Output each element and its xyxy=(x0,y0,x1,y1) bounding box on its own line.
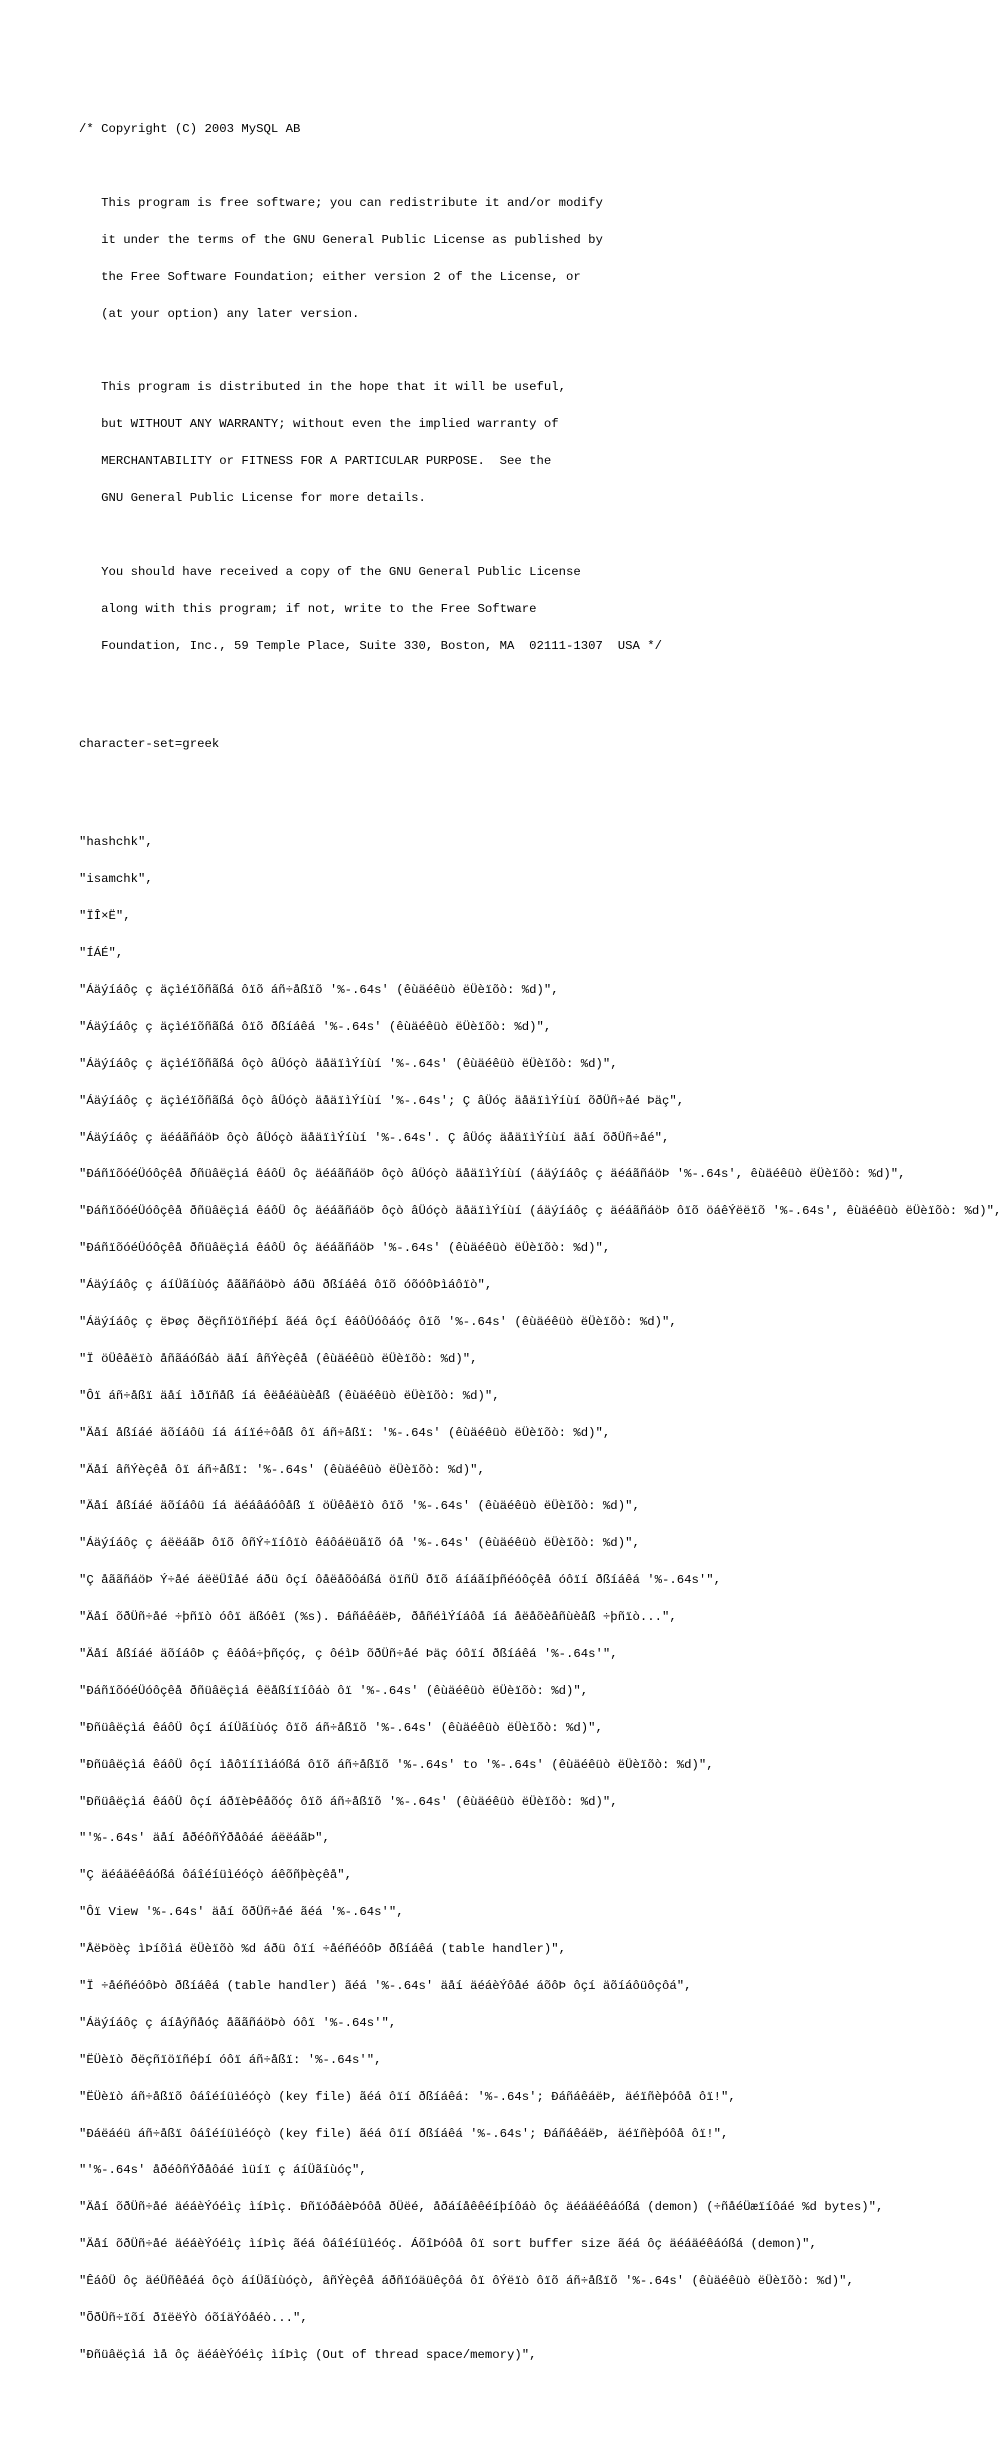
comment-line: Foundation, Inc., 59 Temple Place, Suite 330, Boston, MA 02111-1307 USA */ xyxy=(79,638,662,653)
comment-line: This program is distributed in the hope that it will be useful, xyxy=(79,380,567,395)
charset-line: character-set=greek xyxy=(79,737,220,752)
message-line: "ÐáñïõóéÜóôçêå ðñüâëçìá êáôÜ ôç äéáãñáöÞ ôçò âÜóçò äåäïìÝíùí (áäýíáôç ç äéáãñáöÞ '%-.64s', êùäéêüò ëÜèïõò: %d)", xyxy=(79,1167,906,1182)
message-line: "Áäýíáôç ç äéáãñáöÞ ôçò âÜóçò äåäïìÝíùí '%-.64s'. Ç âÜóç äåäïìÝíùí äåí õðÜñ÷åé", xyxy=(79,1130,670,1145)
message-line: "Äåí âñÝèçêå ôï áñ÷åßï: '%-.64s' (êùäéêüò ëÜèïõò: %d)", xyxy=(79,1462,485,1477)
blank-line xyxy=(79,701,1001,713)
message-list xyxy=(79,812,1001,2423)
message-line: "Äåí õðÜñ÷åé ÷þñïò óôï äßóêï (%s). ÐáñáêáëÞ, ðåñéìÝíáôå íá åëåõèåñùèåß ÷þñïò...", xyxy=(79,1610,677,1625)
message-line: "Ðñüâëçìá êáôÜ ôçí áíÜãíùóç ôïõ áñ÷åßïõ '%-.64s' (êùäéêüò ëÜèïõò: %d)", xyxy=(79,1720,603,1735)
message-line: "ÍÁÉ", xyxy=(79,946,124,961)
message-line: "Áäýíáôç ç áíÜãíùóç åããñáöÞò áðü ðßíáêá ôïõ óõóôÞìáôïò", xyxy=(79,1278,493,1293)
source-text xyxy=(79,74,1001,2447)
message-line: "Äåí õðÜñ÷åé äéáèÝóéìç ìíÞìç ãéá ôáîéíüìéóç. ÁõîÞóôå ôï sort buffer size ãéá ôç äéáäéêáóßá (demon)", xyxy=(79,2237,817,2252)
message-line: "ÊáôÜ ôç äéÜñêåéá ôçò áíÜãíùóçò, âñÝèçêå áðñïóäüêçôá ôï ôÝëïò ôïõ áñ÷åßïõ '%-.64s' (êùäéêüò ëÜèïõò: %d)", xyxy=(79,2274,854,2289)
comment-line: You should have received a copy of the GNU General Public License xyxy=(79,564,581,579)
message-line: "Ðñüâëçìá ìå ôç äéáèÝóéìç ìíÞìç (Out of thread space/memory)", xyxy=(79,2347,537,2362)
message-line: "'%-.64s' äåí åðéôñÝðåôáé áëëáãÞ", xyxy=(79,1831,330,1846)
message-line: "ÕðÜñ÷ïõí ðïëëÝò óõíäÝóåéò...", xyxy=(79,2311,308,2326)
comment-line: but WITHOUT ANY WARRANTY; without even the implied warranty of xyxy=(79,417,559,432)
message-line: "Áäýíáôç ç äçìéïõñãßá ôçò âÜóçò äåäïìÝíùí '%-.64s'; Ç âÜóç äåäïìÝíùí õðÜñ÷åé Þäç", xyxy=(79,1093,685,1108)
comment-line: it under the terms of the GNU General Public License as published by xyxy=(79,232,603,247)
message-line: "ËÜèïò áñ÷åßïõ ôáîéíüìéóçò (key file) ãéá ôïí ðßíáêá: '%-.64s'; ÐáñáêáëÞ, äéïñèþóôå ôï!", xyxy=(79,2089,736,2104)
comment-line: (at your option) any later version. xyxy=(79,306,360,321)
message-line: "hashchk", xyxy=(79,835,153,850)
message-line: "Ôï View '%-.64s' äåí õðÜñ÷åé ãéá '%-.64s'", xyxy=(79,1905,404,1920)
message-line: "Áäýíáôç ç äçìéïõñãßá ôïõ áñ÷åßïõ '%-.64s' (êùäéêüò ëÜèïõò: %d)", xyxy=(79,982,559,997)
license-comment-block xyxy=(79,99,1001,677)
message-line: "isamchk", xyxy=(79,872,153,887)
message-line: "Ðñüâëçìá êáôÜ ôçí áðïèÞêåõóç ôïõ áñ÷åßïõ '%-.64s' (êùäéêüò ëÜèïõò: %d)", xyxy=(79,1794,618,1809)
message-line: "Äåí åßíáé äõíáôü íá áíïé÷ôåß ôï áñ÷åßï: '%-.64s' (êùäéêüò ëÜèïõò: %d)", xyxy=(79,1425,611,1440)
message-line: "ÐáñïõóéÜóôçêå ðñüâëçìá êáôÜ ôç äéáãñáöÞ ôçò âÜóçò äåäïìÝíùí (áäýíáôç ç äéáãñáöÞ ôïõ öáêÝëëïõ '%-.64s', êùäéêüò ëÜèïõò: %d)", xyxy=(79,1204,1001,1219)
message-line: "Áäýíáôç ç äçìéïõñãßá ôçò âÜóçò äåäïìÝíùí '%-.64s' (êùäéêüò ëÜèïõò: %d)", xyxy=(79,1056,618,1071)
message-line: "ÐáñïõóéÜóôçêå ðñüâëçìá êëåßíïíôáò ôï '%-.64s' (êùäéêüò ëÜèïõò: %d)", xyxy=(79,1683,589,1698)
message-line: "Áäýíáôç ç áíåýñåóç åããñáöÞò óôï '%-.64s'", xyxy=(79,2015,397,2030)
message-line: "Ç åããñáöÞ Ý÷åé áëëÜîåé áðü ôçí ôåëåõôáßá öïñÜ ðïõ áíáãíþñéóôçêå óôïí ðßíáêá '%-.64s'", xyxy=(79,1573,722,1588)
message-line: "Äåí õðÜñ÷åé äéáèÝóéìç ìíÞìç. ÐñïóðáèÞóôå ðÜëé, åðáíåêêéíþíôáò ôç äéáäéêáóßá (demon) (÷ñåéÜæïíôáé %d bytes)", xyxy=(79,2200,884,2215)
comment-line: along with this program; if not, write to the Free Software xyxy=(79,601,537,616)
comment-line: the Free Software Foundation; either version 2 of the License, or xyxy=(79,269,581,284)
message-line: "'%-.64s' åðéôñÝðåôáé ìüíï ç áíÜãíùóç", xyxy=(79,2163,367,2178)
comment-line: /* Copyright (C) 2003 MySQL AB xyxy=(79,122,301,137)
message-line: "Áäýíáôç ç ëÞøç ðëçñïöïñéþí ãéá ôçí êáôÜóôáóç ôïõ '%-.64s' (êùäéêüò ëÜèïõò: %d)", xyxy=(79,1314,677,1329)
message-line: "Ç äéáäéêáóßá ôáîéíüìéóçò áêõñþèçêå", xyxy=(79,1868,353,1883)
blank-line xyxy=(79,529,1001,541)
message-line: "ÏÎ×Ë", xyxy=(79,909,131,924)
comment-line: MERCHANTABILITY or FITNESS FOR A PARTICULAR PURPOSE. See the xyxy=(79,454,552,469)
message-line: "Ôï áñ÷åßï äåí ìðïñåß íá êëåéäùèåß (êùäéêüò ëÜèïõò: %d)", xyxy=(79,1388,500,1403)
message-line: "Äåí åßíáé äõíáôü íá äéáâáóôåß ï öÜêåëïò ôïõ '%-.64s' (êùäéêüò ëÜèïõò: %d)", xyxy=(79,1499,640,1514)
message-line: "Ï ÷åéñéóôÞò ðßíáêá (table handler) ãéá '%-.64s' äåí äéáèÝôåé áõôÞ ôçí äõíáôüôçôá", xyxy=(79,1979,692,1994)
message-line: "Ï öÜêåëïò åñãáóßáò äåí âñÝèçêå (êùäéêüò ëÜèïõò: %d)", xyxy=(79,1351,478,1366)
message-line: "Ðñüâëçìá êáôÜ ôçí ìåôïíïìáóßá ôïõ áñ÷åßïõ '%-.64s' to '%-.64s' (êùäéêüò ëÜèïõò: %d)", xyxy=(79,1757,714,1772)
comment-line: GNU General Public License for more details. xyxy=(79,491,426,506)
message-line: "ËÜèïò ðëçñïöïñéþí óôï áñ÷åßï: '%-.64s'", xyxy=(79,2052,382,2067)
blank-line xyxy=(79,160,1001,172)
message-line xyxy=(79,2386,1001,2398)
blank-line xyxy=(79,775,1001,787)
message-line: "Ðáëáéü áñ÷åßï ôáîéíüìéóçò (key file) ãéá ôïí ðßíáêá '%-.64s'; ÐáñáêáëÞ, äéïñèþóôå ôï!", xyxy=(79,2126,729,2141)
message-line: "Áäýíáôç ç áëëáãÞ ôïõ ôñÝ÷ïíôïò êáôáëüãïõ óå '%-.64s' (êùäéêüò ëÜèïõò: %d)", xyxy=(79,1536,640,1551)
message-line: "ÐáñïõóéÜóôçêå ðñüâëçìá êáôÜ ôç äéáãñáöÞ '%-.64s' (êùäéêüò ëÜèïõò: %d)", xyxy=(79,1241,611,1256)
message-line: "Äåí åßíáé äõíáôÞ ç êáôá÷þñçóç, ç ôéìÞ õðÜñ÷åé Þäç óôïí ðßíáêá '%-.64s'", xyxy=(79,1647,618,1661)
message-line: "Áäýíáôç ç äçìéïõñãßá ôïõ ðßíáêá '%-.64s' (êùäéêüò ëÜèïõò: %d)", xyxy=(79,1019,552,1034)
blank-line xyxy=(79,345,1001,357)
message-line: "ÅëÞöèç ìÞíõìá ëÜèïõò %d áðü ôïí ÷åéñéóôÞ ðßíáêá (table handler)", xyxy=(79,1942,567,1957)
comment-line: This program is free software; you can redistribute it and/or modify xyxy=(79,195,603,210)
